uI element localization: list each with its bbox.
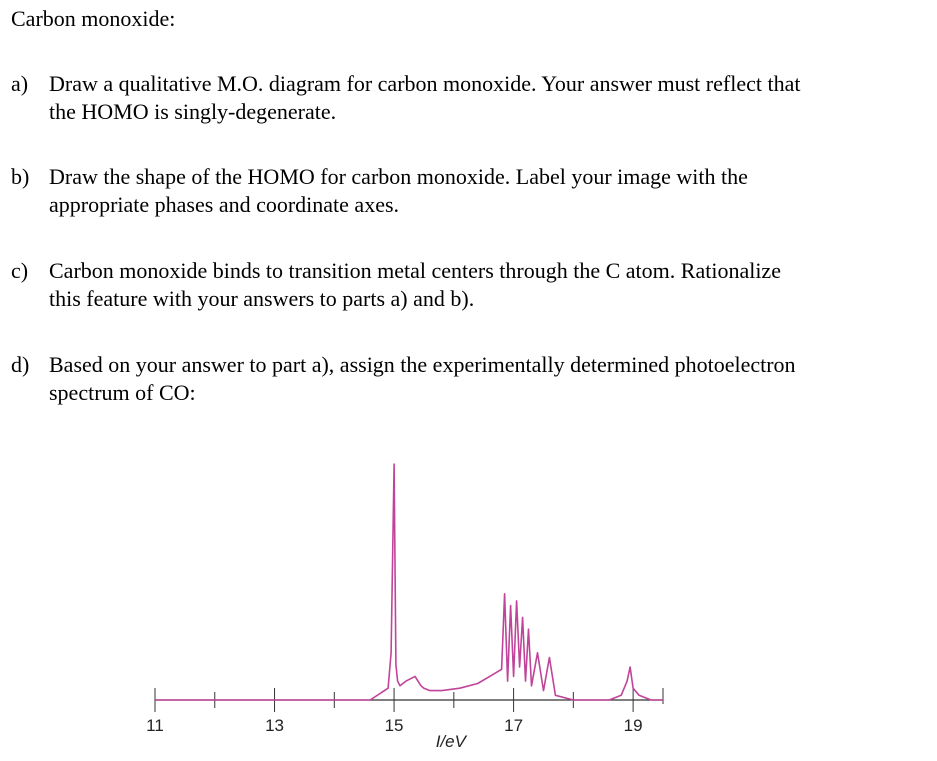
question-c-label: c)	[11, 258, 29, 283]
x-tick-label: 15	[384, 716, 404, 735]
x-tick-label: 19	[623, 716, 643, 735]
question-d-label: d)	[11, 352, 30, 377]
question-a-label: a)	[11, 71, 29, 96]
page-title: Carbon monoxide:	[11, 6, 176, 31]
x-tick-label: 11	[146, 716, 164, 735]
question-a-line-2: the HOMO is singly-degenerate.	[49, 99, 337, 124]
question-c-line-2: this feature with your answers to parts a) and b).	[49, 286, 475, 311]
question-c-line-1: Carbon monoxide binds to transition metal centers through the C atom. Rationalize	[49, 258, 781, 283]
question-b-line-2: appropriate phases and coordinate axes.	[49, 192, 400, 217]
spectrum-series-line	[155, 464, 663, 700]
x-tick-label: 13	[265, 716, 284, 735]
question-d-line-1: Based on your answer to part a), assign the experimentally determined photoelectron	[49, 352, 796, 377]
x-axis-tick-labels	[146, 716, 642, 735]
x-axis-label: I/eV	[435, 732, 466, 751]
question-b-label: b)	[11, 164, 30, 189]
question-b-line-1: Draw the shape of the HOMO for carbon monoxide. Label your image with the	[49, 164, 748, 189]
question-d-line-2: spectrum of CO:	[49, 380, 196, 405]
x-tick-label: 17	[504, 716, 524, 735]
question-a-line-1: Draw a qualitative M.O. diagram for carbon monoxide. Your answer must reflect that	[49, 71, 801, 96]
